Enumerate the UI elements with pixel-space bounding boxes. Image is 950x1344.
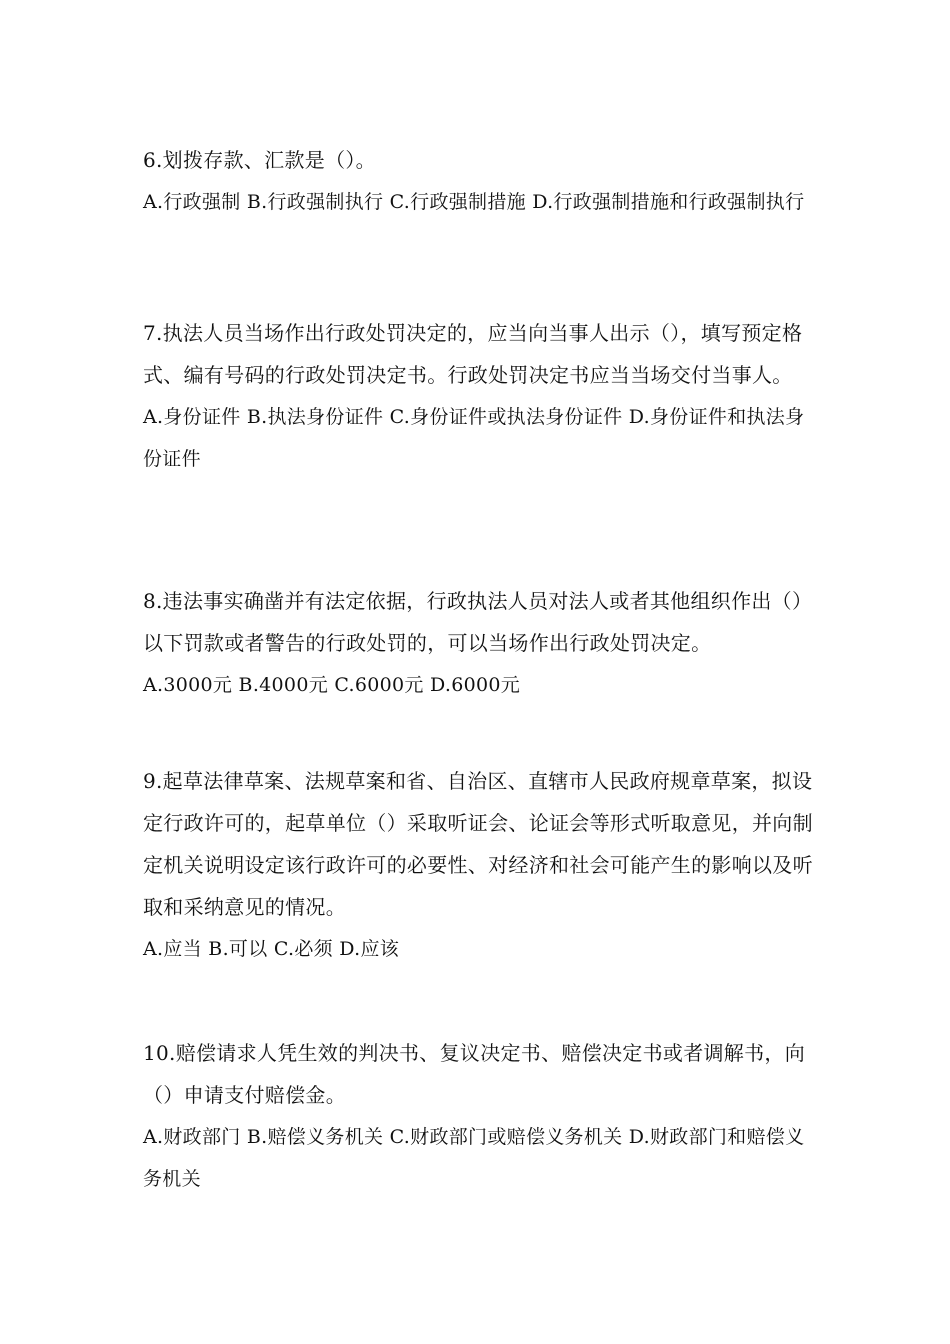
question-stem: 7.执法人员当场作出行政处罚决定的，应当向当事人出示（），填写预定格式、编有号码的行政处罚决定书。行政处罚决定书应当当场交付当事人。 [143, 321, 803, 387]
question-7 [143, 312, 813, 480]
question-options: A.3000元 B.4000元 C.6000元 D.6000元 [143, 674, 521, 696]
question-options: A.财政部门 B.赔偿义务机关 C.财政部门或赔偿义务机关 D.财政部门和赔偿义务机关 [143, 1126, 805, 1190]
question-stem: 9.起草法律草案、法规草案和省、自治区、直辖市人民政府规章草案，拟设定行政许可的，起草单位（）采取听证会、论证会等形式听取意见，并向制定机关说明设定该行政许可的必要性、对经济和社会可能产生的影响以及听取和采纳意见的情况。 [143, 769, 813, 919]
question-9 [143, 760, 813, 970]
question-options: A.行政强制 B.行政强制执行 C.行政强制措施 D.行政强制措施和行政强制执行 [143, 191, 805, 213]
question-8 [143, 580, 813, 706]
question-6 [143, 139, 813, 223]
question-10 [143, 1032, 813, 1200]
question-options: A.身份证件 B.执法身份证件 C.身份证件或执法身份证件 D.身份证件和执法身份证件 [143, 406, 805, 470]
question-stem: 10.赔偿请求人凭生效的判决书、复议决定书、赔偿决定书或者调解书，向（）申请支付赔偿金。 [143, 1041, 806, 1107]
question-stem: 6.划拨存款、汇款是（）。 [143, 148, 376, 172]
question-options: A.应当 B.可以 C.必须 D.应该 [143, 938, 400, 960]
question-stem: 8.违法事实确凿并有法定依据，行政执法人员对法人或者其他组织作出（）以下罚款或者警告的行政处罚的，可以当场作出行政处罚决定。 [143, 589, 813, 655]
